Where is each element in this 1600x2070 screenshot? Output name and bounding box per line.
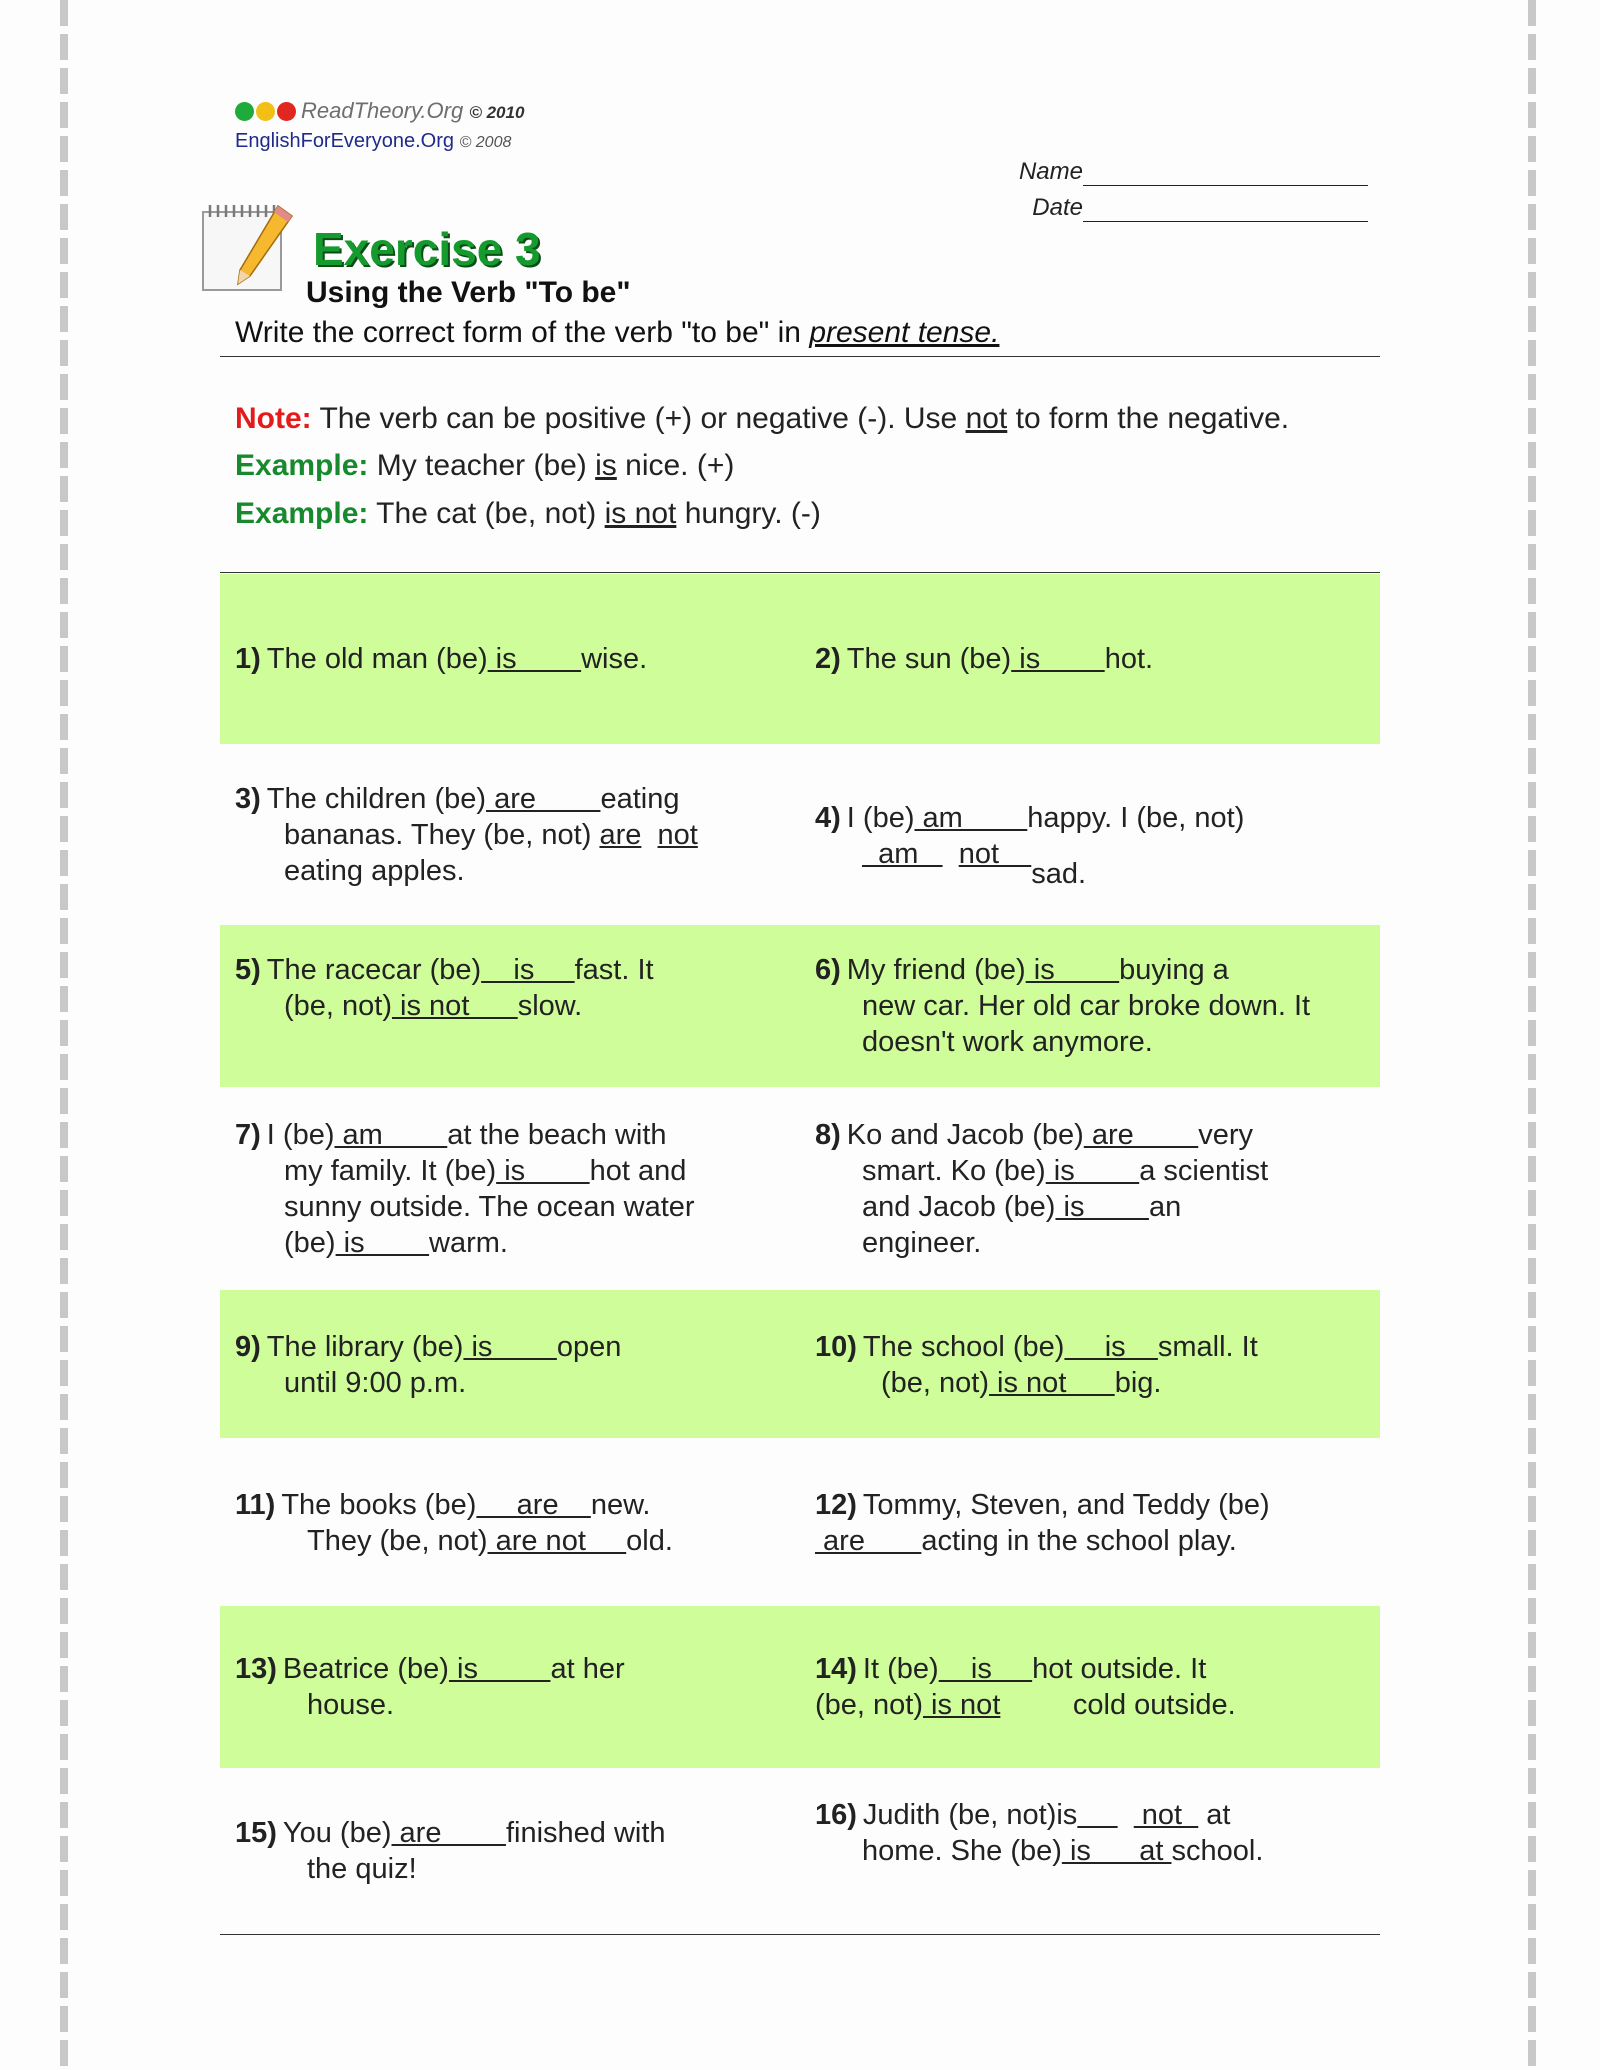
answer-blank: are: [486, 783, 601, 815]
notepad-pencil-icon: [200, 198, 302, 294]
answer-blank: [1077, 1799, 1117, 1831]
answer-blank: is: [487, 643, 582, 675]
answer-blank: is: [1011, 643, 1105, 675]
note-line: Note: The verb can be positive (+) or negative (-). Use not to form the negative.: [235, 402, 1290, 435]
answer-blank: not: [1133, 1799, 1199, 1831]
question-11: 11) The books (be) are new. They (be, not) are not old.: [235, 1489, 673, 1557]
question-6: 6) My friend (be) is buying a new car. Her old car broke down. It doesn't work anymore.: [815, 954, 1311, 1058]
answer-blank: is: [463, 1331, 557, 1363]
question-14: 14) It (be) is hot outside. It (be, not) is not cold outside.: [815, 1653, 1236, 1721]
answer-blank: is: [1064, 1331, 1158, 1363]
answer-blank: is: [1045, 1155, 1140, 1187]
answer-blank: are: [599, 819, 642, 851]
question-2: 2) The sun (be) is hot.: [815, 643, 1154, 675]
question-12: 12) Tommy, Steven, and Teddy (be) are acting in the school play.: [815, 1489, 1270, 1557]
question-7: 7) I (be) am at the beach with my family. It (be) is hot and sunny outside. The ocean water (be) is warm.: [235, 1119, 695, 1259]
brand-logos: [235, 96, 524, 153]
question-10: 10) The school (be) is small. It (be, not) is not big.: [815, 1331, 1258, 1399]
answer-blank: is not: [989, 1367, 1115, 1399]
answer-blank: is: [1055, 1191, 1149, 1223]
answer-blank: am: [334, 1119, 448, 1151]
binding-right: [1528, 0, 1536, 2070]
example-2: Example: The cat (be, not) is not hungry. (-): [235, 497, 821, 530]
answer-blank: are not: [487, 1525, 627, 1557]
answer-blank: are: [815, 1525, 922, 1557]
answer-blank: are: [476, 1489, 591, 1521]
answer-blank: is: [1025, 954, 1120, 986]
question-3: 3) The children (be) are eating bananas. They (be, not) are not eating apples.: [235, 783, 698, 887]
answer-blank: is: [481, 954, 575, 986]
answer-blank: not: [657, 819, 698, 851]
answer-blank: is not: [923, 1689, 1001, 1721]
answer-blank: is: [938, 1653, 1033, 1685]
red-dot-icon: [277, 102, 296, 121]
question-13: 13) Beatrice (be) is at her house.: [235, 1653, 625, 1721]
answer-blank: is not: [392, 990, 518, 1022]
question-16: 16) Judith (be, not)is not at home. She (be) is at school.: [815, 1799, 1264, 1867]
name-field[interactable]: Name: [1019, 158, 1368, 186]
green-dot-icon: [235, 102, 254, 121]
question-8: 8) Ko and Jacob (be) are very smart. Ko (be) is a scientist and Jacob (be) is an engineer.: [815, 1119, 1269, 1259]
instruction-text: Write the correct form of the verb "to be" in present tense.: [235, 316, 1000, 349]
exercise-title: Exercise 3: [313, 223, 541, 275]
readtheory-logo: ReadTheory.Org © 2010: [301, 98, 525, 123]
answer-blank: are: [391, 1817, 506, 1849]
answer-blank: not: [958, 838, 1032, 870]
binding-left: [60, 0, 68, 2070]
answer-blank: am: [914, 802, 1028, 834]
date-field[interactable]: Date: [1032, 194, 1368, 222]
answer-blank: is: [448, 1653, 551, 1685]
answer-blank: are: [1083, 1119, 1199, 1151]
divider: [220, 572, 1380, 573]
question-15: 15) You (be) are finished with the quiz!: [235, 1817, 666, 1885]
question-9: 9) The library (be) is open until 9:00 p.m.: [235, 1331, 622, 1399]
englishforeveryone-logo: EnglishForEveryone.Org © 2008: [235, 130, 512, 152]
exercise-subtitle: Using the Verb "To be": [306, 276, 631, 309]
answer-blank: am: [862, 838, 943, 870]
divider: [220, 356, 1380, 357]
example-1: Example: My teacher (be) is nice. (+): [235, 449, 735, 482]
question-4: 4) I (be) am happy. I (be, not) am not sad.: [815, 802, 1245, 890]
question-1: 1) The old man (be) is wise.: [235, 643, 648, 675]
divider: [220, 1934, 1380, 1935]
answer-blank: is: [496, 1155, 590, 1187]
answer-blank: is at: [1061, 1835, 1172, 1867]
question-5: 5) The racecar (be) is fast. It (be, not) is not slow.: [235, 954, 654, 1022]
answer-blank: is: [335, 1227, 430, 1259]
yellow-dot-icon: [256, 102, 275, 121]
